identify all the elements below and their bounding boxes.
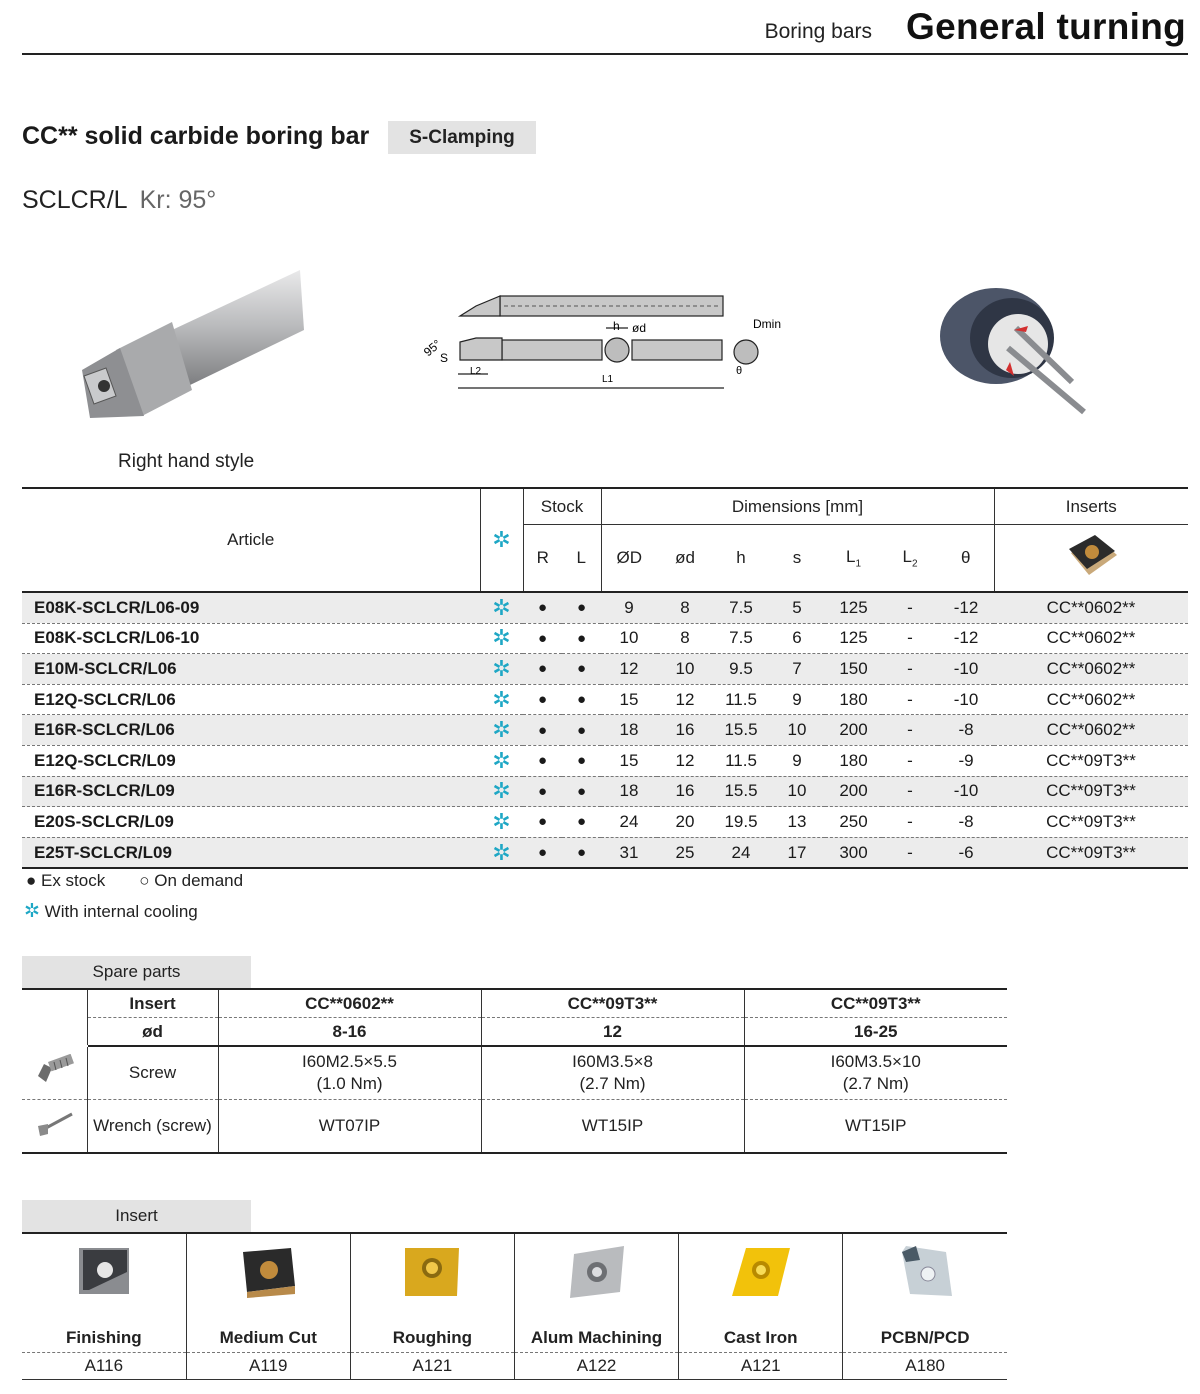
article-code: E25T-SCLCR/L09	[22, 837, 480, 868]
spare-insert-label: Insert	[87, 989, 218, 1018]
cell-d: 10	[657, 654, 713, 685]
cooling-cell	[480, 654, 523, 685]
screw-icon	[32, 1054, 76, 1086]
boring-bar-photo	[76, 266, 308, 426]
header-r: R	[523, 525, 562, 593]
insert-image-cell	[679, 1233, 843, 1320]
cell-r: ●	[523, 623, 562, 654]
grade-code: A121	[350, 1353, 514, 1380]
header-oD: ØD	[601, 525, 657, 593]
kr-angle: Kr: 95°	[139, 186, 217, 214]
insert-image-cell	[843, 1233, 1007, 1320]
label-angle: 95°	[420, 336, 444, 360]
insert-silver-icon	[562, 1242, 632, 1302]
cell-d: 8	[657, 592, 713, 623]
cell-insert: CC**0602**	[994, 623, 1188, 654]
table-row	[22, 837, 1188, 868]
grade-name: Alum Machining	[514, 1320, 678, 1353]
cell-r: ●	[523, 654, 562, 685]
spare-od-2: 12	[481, 1018, 744, 1047]
legend-on-demand: ○ On demand	[139, 871, 244, 890]
legend-stock	[26, 871, 243, 891]
legend-cooling-text: With internal cooling	[44, 902, 198, 921]
table-row	[22, 807, 1188, 838]
cell-insert: CC**0602**	[994, 654, 1188, 685]
cell-theta: -10	[938, 684, 994, 715]
cell-l: ●	[562, 623, 601, 654]
cooling-cell	[480, 623, 523, 654]
cell-l2: -	[882, 684, 938, 715]
label-s: S	[440, 351, 449, 365]
table-row	[22, 776, 1188, 807]
cell-s: 17	[769, 837, 825, 868]
screw-cell-1: I60M2.5×5.5 (1.0 Nm)	[218, 1046, 481, 1100]
spare-parts-label: Spare parts	[22, 956, 251, 988]
cell-s: 10	[769, 715, 825, 746]
header-article: Article	[22, 488, 480, 592]
cell-l2: -	[882, 776, 938, 807]
cell-d: 18	[601, 776, 657, 807]
cell-insert: CC**09T3**	[994, 807, 1188, 838]
spare-od-label: ød	[87, 1018, 218, 1047]
wrench-cell-3: WT15IP	[744, 1100, 1007, 1154]
application-illustration	[936, 266, 1096, 422]
cooling-icon: ✲	[492, 655, 511, 681]
cooling-icon: ✲	[492, 527, 511, 552]
cell-l: ●	[562, 776, 601, 807]
screw-cell-3: I60M3.5×10 (2.7 Nm)	[744, 1046, 1007, 1100]
header-insert-image	[994, 525, 1188, 593]
cell-h: 19.5	[713, 807, 769, 838]
article-code: E20S-SCLCR/L09	[22, 807, 480, 838]
section-title: General turning	[906, 6, 1186, 47]
cell-l: ●	[562, 715, 601, 746]
grade-code: A121	[679, 1353, 843, 1380]
insert-grades-label: Insert	[22, 1200, 251, 1232]
table-row	[22, 684, 1188, 715]
header-inserts: Inserts	[994, 488, 1188, 525]
header-theta: θ	[961, 548, 971, 567]
legend-ex-stock: ● Ex stock	[26, 871, 106, 890]
cell-r: ●	[523, 745, 562, 776]
cell-l1: 125	[825, 623, 882, 654]
cell-l1: 200	[825, 715, 882, 746]
spare-insert-2: CC**09T3**	[481, 989, 744, 1018]
cooling-icon: ✲	[492, 778, 511, 804]
cell-l2: -	[882, 654, 938, 685]
cell-l2: -	[882, 745, 938, 776]
cell-l: ●	[562, 837, 601, 868]
wrench-label: Wrench (screw)	[87, 1100, 218, 1154]
header-od: ød	[675, 548, 695, 567]
cell-s: 7	[769, 654, 825, 685]
cell-l: ●	[562, 592, 601, 623]
insert-image-cell	[186, 1233, 350, 1320]
cell-s: 9	[769, 684, 825, 715]
label-od: ød	[632, 321, 647, 335]
wrench-icon-cell	[22, 1100, 87, 1154]
cell-l1: 180	[825, 684, 882, 715]
grade-name: Finishing	[22, 1320, 186, 1353]
spare-empty-cell	[22, 1018, 87, 1047]
grade-name: PCBN/PCD	[843, 1320, 1007, 1353]
cell-d: 15	[601, 745, 657, 776]
grade-name: Cast Iron	[679, 1320, 843, 1353]
cell-theta: -12	[938, 623, 994, 654]
cell-h: 15.5	[713, 776, 769, 807]
spare-insert-1: CC**0602**	[218, 989, 481, 1018]
cooling-cell	[480, 807, 523, 838]
cooling-cell	[480, 592, 523, 623]
cooling-cell	[480, 684, 523, 715]
cell-l2: -	[882, 837, 938, 868]
wrench-cell-2: WT15IP	[481, 1100, 744, 1154]
cooling-cell	[480, 776, 523, 807]
cell-l1: 180	[825, 745, 882, 776]
cell-r: ●	[523, 715, 562, 746]
product-model	[22, 186, 216, 215]
insert-grades-table	[22, 1232, 1007, 1380]
header-cooling	[480, 488, 523, 592]
insert-image-cell	[514, 1233, 678, 1320]
header-h: h	[736, 548, 746, 567]
cooling-icon: ✲	[24, 901, 40, 922]
cell-l: ●	[562, 654, 601, 685]
cooling-icon: ✲	[492, 808, 511, 834]
spare-od-1: 8-16	[218, 1018, 481, 1047]
table-row	[22, 654, 1188, 685]
cell-d: 12	[601, 654, 657, 685]
legend-cooling	[24, 900, 198, 923]
cooling-icon: ✲	[492, 594, 511, 620]
cell-d: 10	[601, 623, 657, 654]
cell-s: 9	[769, 745, 825, 776]
cell-theta: -8	[938, 807, 994, 838]
cell-d: 9	[601, 592, 657, 623]
cell-r: ●	[523, 684, 562, 715]
table-row	[22, 715, 1188, 746]
cell-d: 20	[657, 807, 713, 838]
cell-r: ●	[523, 592, 562, 623]
cell-l: ●	[562, 684, 601, 715]
cell-l1: 250	[825, 807, 882, 838]
cell-l1: 150	[825, 654, 882, 685]
model-code: SCLCR/L	[22, 186, 128, 214]
grade-name: Medium Cut	[186, 1320, 350, 1353]
cell-insert: CC**09T3**	[994, 776, 1188, 807]
cell-insert: CC**09T3**	[994, 745, 1188, 776]
wrench-cell-1: WT07IP	[218, 1100, 481, 1154]
cell-theta: -12	[938, 592, 994, 623]
wrench-icon	[32, 1110, 76, 1138]
article-code: E08K-SCLCR/L06-10	[22, 623, 480, 654]
cooling-cell	[480, 837, 523, 868]
cell-h: 9.5	[713, 654, 769, 685]
cell-s: 13	[769, 807, 825, 838]
grade-code: A180	[843, 1353, 1007, 1380]
cell-h: 11.5	[713, 684, 769, 715]
cell-insert: CC**0602**	[994, 684, 1188, 715]
cell-l2: -	[882, 715, 938, 746]
cooling-icon: ✲	[492, 839, 511, 865]
insert-image-cell	[350, 1233, 514, 1320]
cell-d: 15	[601, 684, 657, 715]
insert-image-cell	[22, 1233, 186, 1320]
screw-icon-cell	[22, 1046, 87, 1100]
cell-h: 15.5	[713, 715, 769, 746]
header-L2: $L_2$	[902, 546, 918, 570]
cell-s: 10	[769, 776, 825, 807]
cooling-icon: ✲	[492, 686, 511, 712]
label-l1: L1	[602, 374, 614, 385]
cell-d: 12	[657, 745, 713, 776]
table-row	[22, 592, 1188, 623]
table-row	[22, 745, 1188, 776]
section-subtitle: Boring bars	[764, 20, 872, 43]
cell-insert: CC**0602**	[994, 715, 1188, 746]
cell-h: 7.5	[713, 623, 769, 654]
insert-black-gold-icon	[233, 1242, 303, 1302]
cell-d: 24	[601, 807, 657, 838]
cell-h: 11.5	[713, 745, 769, 776]
cell-theta: -9	[938, 745, 994, 776]
insert-pcbn-icon	[890, 1242, 960, 1302]
cell-r: ●	[523, 837, 562, 868]
cell-l: ●	[562, 745, 601, 776]
cell-theta: -10	[938, 776, 994, 807]
header-L1: $L_1$	[845, 546, 862, 570]
article-code: E16R-SCLCR/L06	[22, 715, 480, 746]
cell-l2: -	[882, 592, 938, 623]
insert-grey-dark-icon	[69, 1242, 139, 1302]
cell-l: ●	[562, 807, 601, 838]
cell-d: 12	[657, 684, 713, 715]
insert-black-gold-icon	[1063, 533, 1119, 579]
cell-d: 16	[657, 776, 713, 807]
label-theta: θ	[736, 365, 743, 377]
cell-s: 6	[769, 623, 825, 654]
insert-yellow-icon	[726, 1242, 796, 1302]
cooling-cell	[480, 745, 523, 776]
label-h: h	[613, 319, 620, 333]
cooling-icon: ✲	[492, 625, 511, 651]
cell-d: 31	[601, 837, 657, 868]
cooling-icon: ✲	[492, 747, 511, 773]
grade-code: A119	[186, 1353, 350, 1380]
cell-insert: CC**09T3**	[994, 837, 1188, 868]
screw-label: Screw	[87, 1046, 218, 1100]
article-code: E12Q-SCLCR/L09	[22, 745, 480, 776]
header-dimensions: Dimensions [mm]	[601, 488, 994, 525]
cell-d: 16	[657, 715, 713, 746]
cell-d: 18	[601, 715, 657, 746]
header-l: L	[576, 548, 586, 567]
cell-theta: -8	[938, 715, 994, 746]
spare-empty-cell	[22, 989, 87, 1018]
cell-s: 5	[769, 592, 825, 623]
screw-cell-2: I60M3.5×8 (2.7 Nm)	[481, 1046, 744, 1100]
style-caption: Right hand style	[118, 451, 255, 472]
cell-r: ●	[523, 776, 562, 807]
cell-r: ●	[523, 807, 562, 838]
insert-gold-icon	[397, 1242, 467, 1302]
grade-code: A122	[514, 1353, 678, 1380]
cell-l2: -	[882, 807, 938, 838]
cell-d: 8	[657, 623, 713, 654]
label-l2: L2	[470, 366, 482, 377]
article-code: E10M-SCLCR/L06	[22, 654, 480, 685]
cell-l1: 300	[825, 837, 882, 868]
header-s: s	[792, 548, 802, 567]
cell-l2: -	[882, 623, 938, 654]
article-code: E16R-SCLCR/L09	[22, 776, 480, 807]
cell-h: 7.5	[713, 592, 769, 623]
grade-name: Roughing	[350, 1320, 514, 1353]
spare-insert-3: CC**09T3**	[744, 989, 1007, 1018]
cell-theta: -6	[938, 837, 994, 868]
cell-l1: 125	[825, 592, 882, 623]
spare-od-3: 16-25	[744, 1018, 1007, 1047]
cell-theta: -10	[938, 654, 994, 685]
table-row	[22, 623, 1188, 654]
label-dmin: Dmin	[753, 317, 782, 331]
cell-h: 24	[713, 837, 769, 868]
cell-insert: CC**0602**	[994, 592, 1188, 623]
cell-d: 25	[657, 837, 713, 868]
header-stock: Stock	[523, 488, 601, 525]
header-divider	[22, 53, 1188, 55]
article-table	[22, 487, 1188, 869]
cooling-cell	[480, 715, 523, 746]
product-title: CC** solid carbide boring bar	[22, 122, 370, 150]
grade-code: A116	[22, 1353, 186, 1380]
cell-l1: 200	[825, 776, 882, 807]
article-code: E12Q-SCLCR/L06	[22, 684, 480, 715]
technical-drawing	[420, 292, 790, 404]
clamping-badge: S-Clamping	[388, 121, 536, 154]
cooling-icon: ✲	[492, 717, 511, 743]
article-code: E08K-SCLCR/L06-09	[22, 592, 480, 623]
spare-parts-table	[22, 988, 1007, 1154]
